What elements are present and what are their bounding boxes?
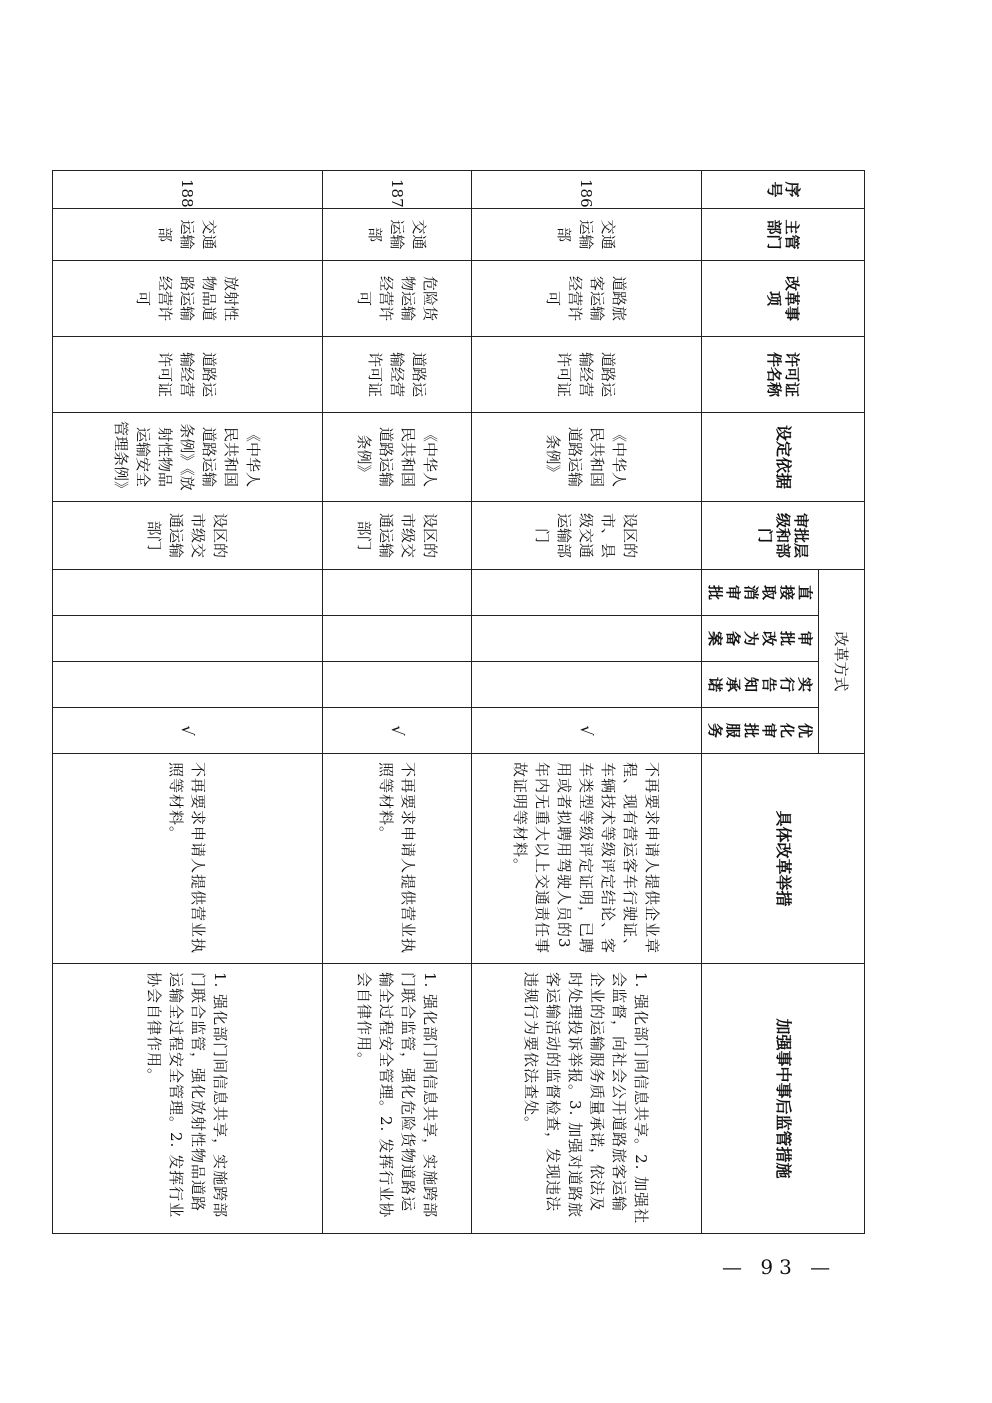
row-supervision: 1. 强化部门间信息共享。2. 加强社会监督，向社会公开道路旅客运输企业的运输服务质量承诺，依法及时处理投诉举报。3. 加强对道路旅客运输活动的监督检查，发现违法违规行为要依法查处。 — [472, 964, 702, 1234]
row-item: 放射性物品道路运输经营许可 — [53, 261, 323, 337]
row-mode-optimize-check: √ — [472, 708, 702, 754]
row-supervision: 1. 强化部门间信息共享，实施跨部门联合监管，强化放射性物品道路运输全过程安全管理。2. 发挥行业协会自律作用。 — [53, 964, 323, 1234]
row-mode-filing — [53, 616, 323, 662]
row-seq: 188 — [53, 171, 323, 209]
row-level: 设区的市级交通运输部门 — [53, 502, 323, 570]
row-mode-optimize-check: √ — [53, 708, 323, 754]
reform-table — [52, 170, 865, 1234]
row-mode-filing — [472, 616, 702, 662]
header-supervision: 加强事中事后监管措施 — [702, 964, 865, 1234]
row-dept: 交通运输部 — [323, 209, 472, 261]
header-reform-mode: 改革方式 — [819, 570, 865, 754]
row-basis: 《中华人民共和国道路运输条例》 — [472, 413, 702, 502]
row-mode-filing — [323, 616, 472, 662]
row-mode-cancel — [53, 570, 323, 616]
row-item: 危险货物运输经营许可 — [323, 261, 472, 337]
header-license: 许可证件名称 — [702, 337, 865, 413]
header-mode-filing: 审批改为备案 — [702, 616, 819, 662]
row-mode-cancel — [323, 570, 472, 616]
row-mode-promise — [472, 662, 702, 708]
row-level: 设区的市、县级交通运输部门 — [472, 502, 702, 570]
page-number: — 93 — — [722, 1255, 837, 1279]
row-seq: 186 — [472, 171, 702, 209]
row-license: 道路运输经营许可证 — [323, 337, 472, 413]
row-seq: 187 — [323, 171, 472, 209]
table-row — [472, 171, 702, 1234]
table-row — [53, 171, 323, 1234]
row-license: 道路运输经营许可证 — [53, 337, 323, 413]
row-mode-cancel — [472, 570, 702, 616]
row-basis: 《中华人民共和国道路运输条例》 — [323, 413, 472, 502]
row-measures: 不再要求申请人提供营业执照等材料。 — [323, 754, 472, 964]
row-item: 道路旅客运输经营许可 — [472, 261, 702, 337]
row-license: 道路运输经营许可证 — [472, 337, 702, 413]
header-basis: 设定依据 — [702, 413, 865, 502]
row-basis: 《中华人民共和国道路运输条例》《放射性物品运输安全管理条例》 — [53, 413, 323, 502]
table-row — [323, 171, 472, 1234]
reform-table-rotated — [112, 170, 865, 1233]
header-dept: 主管部门 — [702, 209, 865, 261]
row-measures: 不再要求申请人提供营业执照等材料。 — [53, 754, 323, 964]
header-mode-cancel: 直接取消审批 — [702, 570, 819, 616]
header-measures: 具体改革举措 — [702, 754, 865, 964]
row-mode-promise — [53, 662, 323, 708]
row-mode-promise — [323, 662, 472, 708]
row-supervision: 1. 强化部门间信息共享，实施跨部门联合监管，强化危险货物道路运输全过程安全管理。2. 发挥行业协会自律作用。 — [323, 964, 472, 1234]
row-level: 设区的市级交通运输部门 — [323, 502, 472, 570]
header-mode-optimize: 优化审批服务 — [702, 708, 819, 754]
row-dept: 交通运输部 — [53, 209, 323, 261]
row-mode-optimize-check: √ — [323, 708, 472, 754]
header-item: 改革事项 — [702, 261, 865, 337]
header-seq: 序号 — [702, 171, 865, 209]
row-dept: 交通运输部 — [472, 209, 702, 261]
header-level: 审批层级和部门 — [702, 502, 865, 570]
row-measures: 不再要求申请人提供企业章程、现有营运客车行驶证、车辆技术等级评定结论、客车类型等级评定证明，已聘用或者拟聘用驾驶人员的3年内无重大以上交通责任事故证明等材料。 — [472, 754, 702, 964]
header-mode-promise: 实行告知承诺 — [702, 662, 819, 708]
